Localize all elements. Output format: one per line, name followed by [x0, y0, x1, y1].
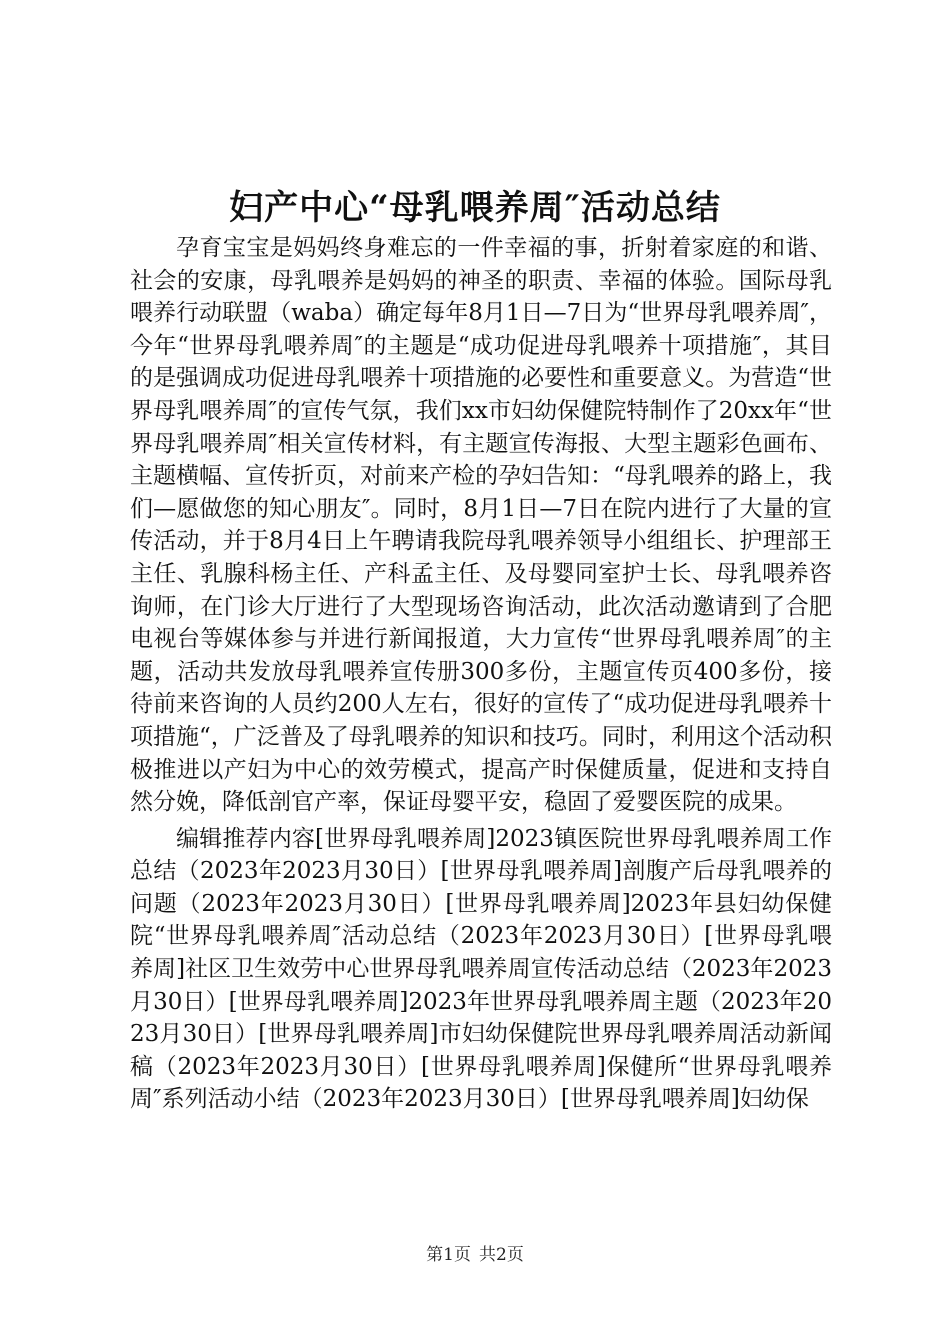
body-paragraph-recommended: 编辑推荐内容[世界母乳喂养周]2023镇医院世界母乳喂养周工作总结（2023年2023月30日）[世界母乳喂养周]剖腹产后母乳喂养的问题（2023年2023月30日）[世界母乳喂养周]2023年县妇幼保健院“世界母乳喂养周″活动总结（2023年2023月30日）[世界母乳喂养周]社区卫生效劳中心世界母乳喂养周宣传活动总结（2023年2023月30日）[世界母乳喂养周]2023年世界母乳喂养周主题（2023年2023月30日）[世界母乳喂养周]市妇幼保健院世界母乳喂养周活动新闻稿（2023年2023月30日）[世界母乳喂养周]保健所“世界母乳喂养周″系列活动小结（2023年2023月30日）[世界母乳喂养周]妇幼保: [130, 825, 832, 1113]
body-paragraph-summary: 孕育宝宝是妈妈终身难忘的一件幸福的事，折射着家庭的和谐、社会的安康，母乳喂养是妈妈的神圣的职责、幸福的体验。国际母乳喂养行动联盟（waba）确定每年8月1日—7日为“世界母乳喂养周″，今年“世界母乳喂养周″的主题是“成功促进母乳喂养十项措施″，其目的是强调成功促进母乳喂养十项措施的必要性和重要意义。为营造“世界母乳喂养周″的宣传气氛，我们xx市妇幼保健院特制作了20xx年“世界母乳喂养周″相关宣传材料，有主题宣传海报、大型主题彩色画布、主题横幅、宣传折页，对前来产检的孕妇告知：“母乳喂养的路上，我们—愿做您的知心朋友″。同时，8月1日—7日在院内进行了大量的宣传活动，并于8月4日上午聘请我院母乳喂养领导小组组长、护理部王主任、乳腺科杨主任、产科孟主任、及母婴同室护士长、母乳喂养咨询师，在门诊大厅进行了大型现场咨询活动，此次活动邀请到了合肥电视台等媒体参与并进行新闻报道，大力宣传“世界母乳喂养周″的主题，活动共发放母乳喂养宣传册300多份，主题宣传页400多份，接待前来咨询的人员约200人左右，很好的宣传了“成功促进母乳喂养十项措施“，广泛普及了母乳喂养的知识和技巧。同时，利用这个活动积极推进以产妇为中心的效劳模式，提高产时保健质量，促进和支持自然分娩，降低剖官产率，保证母婴平安，稳固了爱婴医院的成果。: [130, 235, 832, 816]
document-title: 妇产中心“母乳喂养周″活动总结: [229, 188, 721, 228]
document-body: [130, 232, 832, 1116]
page-total: 共2页: [479, 1245, 524, 1265]
page-number: 第1页: [426, 1245, 471, 1265]
page-footer: [0, 1243, 950, 1267]
